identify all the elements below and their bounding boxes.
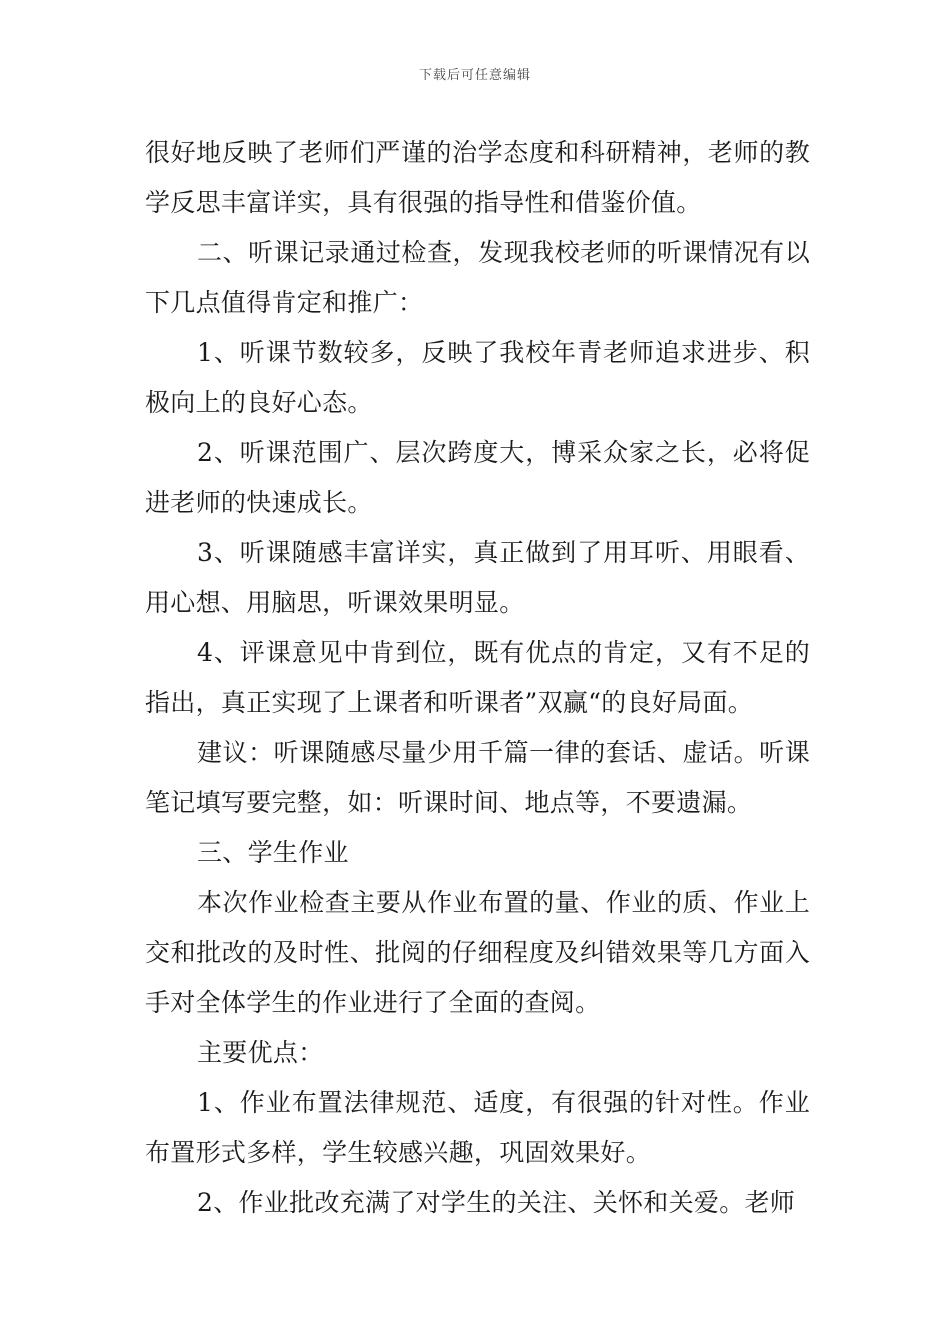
paragraph-item-2: 2、听课范围广、层次跨度大，博采众家之长，必将促进老师的快速成长。 [145, 438, 810, 517]
paragraph-item-3: 3、听课随感丰富详实，真正做到了用耳听、用眼看、用心想、用脑思，听课效果明显。 [145, 538, 810, 617]
paragraph-advantage-1: 1、作业布置法律规范、适度，有很强的针对性。作业布置形式多样，学生较感兴趣，巩固效果好。 [145, 1088, 810, 1167]
paragraph-section-two-heading: 二、听课记录通过检查，发现我校老师的听课情况有以下几点值得肯定和推广： [145, 238, 810, 317]
paragraph-continuation: 很好地反映了老师们严谨的治学态度和科研精神，老师的教学反思丰富详实，具有很强的指导性和借鉴价值。 [145, 138, 810, 217]
paragraph-advantage-2: 2、作业批改充满了对学生的关注、关怀和关爱。老师 [197, 1188, 796, 1217]
paragraph-main-advantages: 主要优点： [197, 1038, 324, 1067]
paragraph-homework-check: 本次作业检查主要从作业布置的量、作业的质、作业上交和批改的及时性、批阅的仔细程度及纠错效果等几方面入手对全体学生的作业进行了全面的查阅。 [145, 888, 810, 1017]
paragraph-suggestion: 建议：听课随感尽量少用千篇一律的套话、虚话。听课笔记填写要完整，如：听课时间、地点等，不要遗漏。 [145, 738, 810, 817]
document-body [145, 128, 810, 1228]
section-three-heading: 三、学生作业 [197, 838, 349, 867]
paragraph-item-4: 4、评课意见中肯到位，既有优点的肯定，又有不足的指出，真正实现了上课者和听课者”双赢“的良好局面。 [145, 638, 810, 717]
page-header-note: 下载后可任意编辑 [418, 68, 531, 83]
paragraph-item-1: 1、听课节数较多，反映了我校年青老师追求进步、积极向上的良好心态。 [145, 338, 810, 417]
